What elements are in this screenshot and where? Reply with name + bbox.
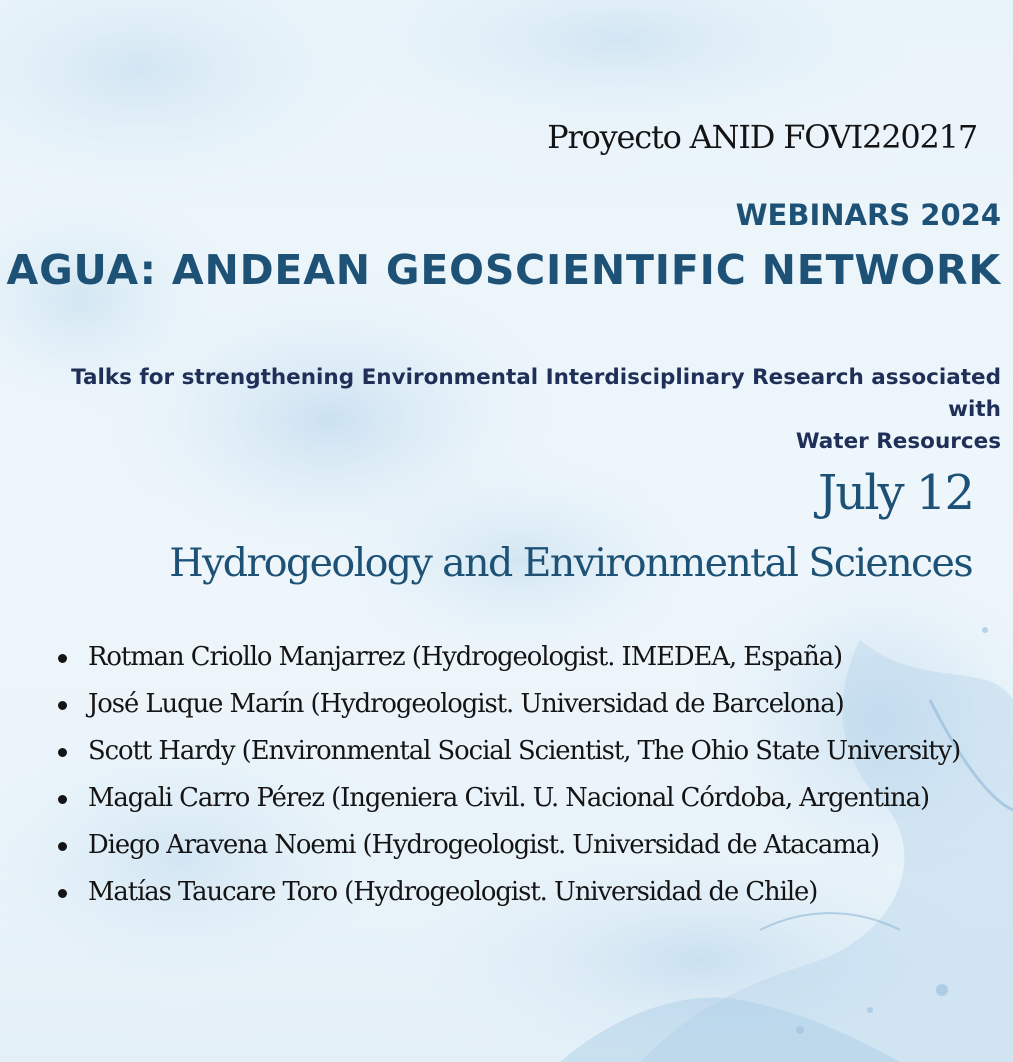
- speaker-text: Rotman Criollo Manjarrez (Hydrogeologist. IMEDEA, España): [88, 642, 843, 672]
- event-topic: Hydrogeology and Environmental Sciences: [169, 540, 972, 586]
- bullet-icon: [58, 889, 67, 898]
- speaker-text: Scott Hardy (Environmental Social Scientist, The Ohio State University): [88, 736, 961, 766]
- bullet-icon: [58, 654, 67, 663]
- project-code: Proyecto ANID FOVI220217: [547, 118, 977, 156]
- speaker-item: [58, 736, 1013, 783]
- speaker-item: [58, 830, 1013, 877]
- subtitle: [11, 362, 1001, 458]
- bullet-icon: [58, 748, 67, 757]
- speaker-text: José Luque Marín (Hydrogeologist. Universidad de Barcelona): [88, 689, 844, 719]
- subtitle-line-1: Talks for strengthening Environmental Interdisciplinary Research associated with: [71, 365, 1001, 422]
- subtitle-line-2: Water Resources: [795, 429, 1001, 454]
- event-date: July 12: [818, 465, 973, 521]
- bullet-icon: [58, 701, 67, 710]
- speaker-text: Matías Taucare Toro (Hydrogeologist. Universidad de Chile): [88, 877, 818, 907]
- speaker-text: Magali Carro Pérez (Ingeniera Civil. U. Nacional Córdoba, Argentina): [88, 783, 929, 813]
- bullet-icon: [58, 795, 67, 804]
- speaker-text: Diego Aravena Noemi (Hydrogeologist. Universidad de Atacama): [88, 830, 880, 860]
- page-title: AGUA: ANDEAN GEOSCIENTIFIC NETWORK: [6, 246, 1001, 294]
- webinars-heading: WEBINARS 2024: [735, 198, 1001, 232]
- speaker-list: [58, 642, 1013, 924]
- speaker-item: [58, 877, 1013, 924]
- speaker-item: [58, 642, 1013, 689]
- speaker-item: [58, 689, 1013, 736]
- speaker-item: [58, 783, 1013, 830]
- bullet-icon: [58, 842, 67, 851]
